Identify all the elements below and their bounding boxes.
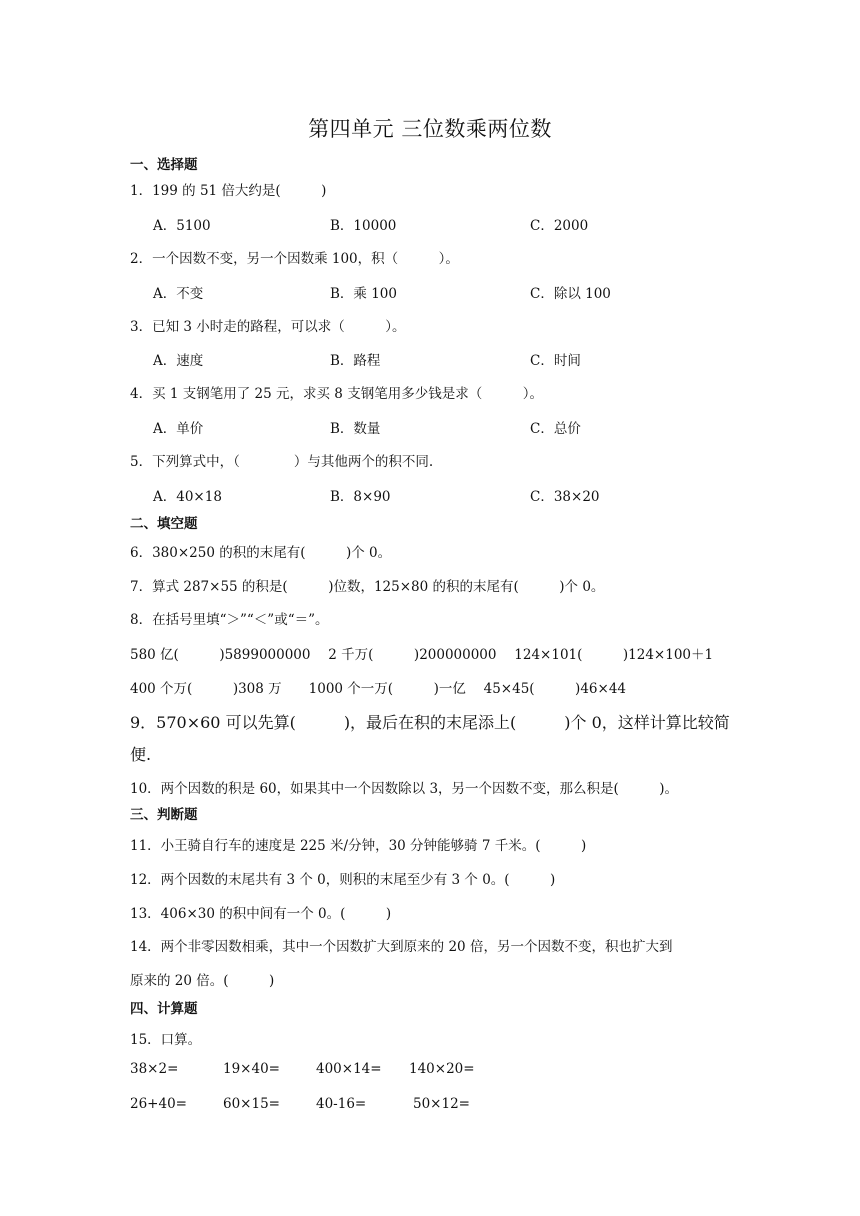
question-4-option-a: A．单价	[153, 421, 204, 437]
calc-item: 140×20=	[409, 1061, 475, 1077]
section-heading-choice: 一、选择题	[130, 157, 198, 173]
question-4-stem: 4．买 1 支钢笔用了 25 元，求买 8 支钢笔用多少钱是求（ ）。	[130, 386, 543, 402]
question-4-option-b: B．数量	[330, 421, 381, 437]
question-5-option-b: B．8×90	[330, 489, 391, 505]
question-5-option-c: C．38×20	[530, 489, 600, 505]
calc-item: 60×15=	[223, 1096, 280, 1112]
question-14-line-2: 原来的 20 倍。( )	[130, 973, 275, 989]
question-8-row-2: 400 个万( )308 万 1000 个一万( )一亿 45×45( )46×44	[130, 681, 626, 697]
question-3-option-a: A．速度	[153, 353, 204, 369]
question-3-option-b: B．路程	[330, 353, 381, 369]
question-2-stem: 2．一个因数不变，另一个因数乘 100，积（ ）。	[130, 251, 459, 267]
question-4-option-c: C．总价	[530, 421, 581, 437]
question-9-line-1: 9．570×60 可以先算( )，最后在积的末尾添上( )个 0，这样计算比较简	[130, 713, 730, 732]
question-1-option-c: C．2000	[530, 218, 589, 234]
section-heading-judge: 三、判断题	[130, 807, 198, 823]
section-heading-fill: 二、填空题	[130, 516, 198, 532]
question-3-option-c: C．时间	[530, 353, 581, 369]
question-5-stem: 5．下列算式中，（ ）与其他两个的积不同.	[130, 454, 434, 470]
calc-item: 19×40=	[223, 1061, 280, 1077]
calc-item: 26+40=	[130, 1096, 187, 1112]
calc-item: 40-16=	[316, 1096, 367, 1112]
question-1-option-b: B．10000	[330, 218, 397, 234]
question-5-option-a: A．40×18	[153, 489, 222, 505]
page-title: 第四单元 三位数乘两位数	[308, 117, 552, 141]
question-12: 12．两个因数的末尾共有 3 个 0，则积的末尾至少有 3 个 0。( )	[130, 872, 556, 888]
question-6: 6．380×250 的积的末尾有( )个 0。	[130, 545, 392, 561]
question-14-line-1: 14．两个非零因数相乘，其中一个因数扩大到原来的 20 倍，另一个因数不变，积也扩大到	[130, 939, 673, 955]
question-8: 8．在括号里填“＞”“＜”或“＝”。	[130, 612, 329, 628]
question-13: 13．406×30 的积中间有一个 0。( )	[130, 906, 392, 922]
question-2-option-a: A．不变	[153, 286, 204, 302]
question-3-stem: 3．已知 3 小时走的路程，可以求（ ）。	[130, 319, 406, 335]
calc-item: 50×12=	[413, 1096, 470, 1112]
question-9-line-2: 便.	[130, 745, 152, 764]
question-1-stem: 1．199 的 51 倍大约是( )	[130, 183, 327, 199]
question-2-option-b: B．乘 100	[330, 286, 397, 302]
question-8-row-1: 580 亿( )5899000000 2 千万( )200000000 124×101( )124×100＋1	[130, 647, 714, 663]
question-2-option-c: C．除以 100	[530, 286, 611, 302]
calc-item: 400×14=	[316, 1061, 382, 1077]
section-heading-calc: 四、计算题	[130, 1001, 198, 1017]
question-15: 15．口算。	[130, 1032, 202, 1048]
question-7: 7．算式 287×55 的积是( )位数，125×80 的积的末尾有( )个 0。	[130, 579, 605, 595]
question-11: 11．小王骑自行车的速度是 225 米/分钟，30 分钟能够骑 7 千米。( )	[130, 838, 587, 854]
calc-item: 38×2=	[130, 1061, 179, 1077]
question-1-option-a: A．5100	[153, 218, 211, 234]
question-10: 10．两个因数的积是 60，如果其中一个因数除以 3，另一个因数不变，那么积是( )。	[130, 781, 679, 797]
